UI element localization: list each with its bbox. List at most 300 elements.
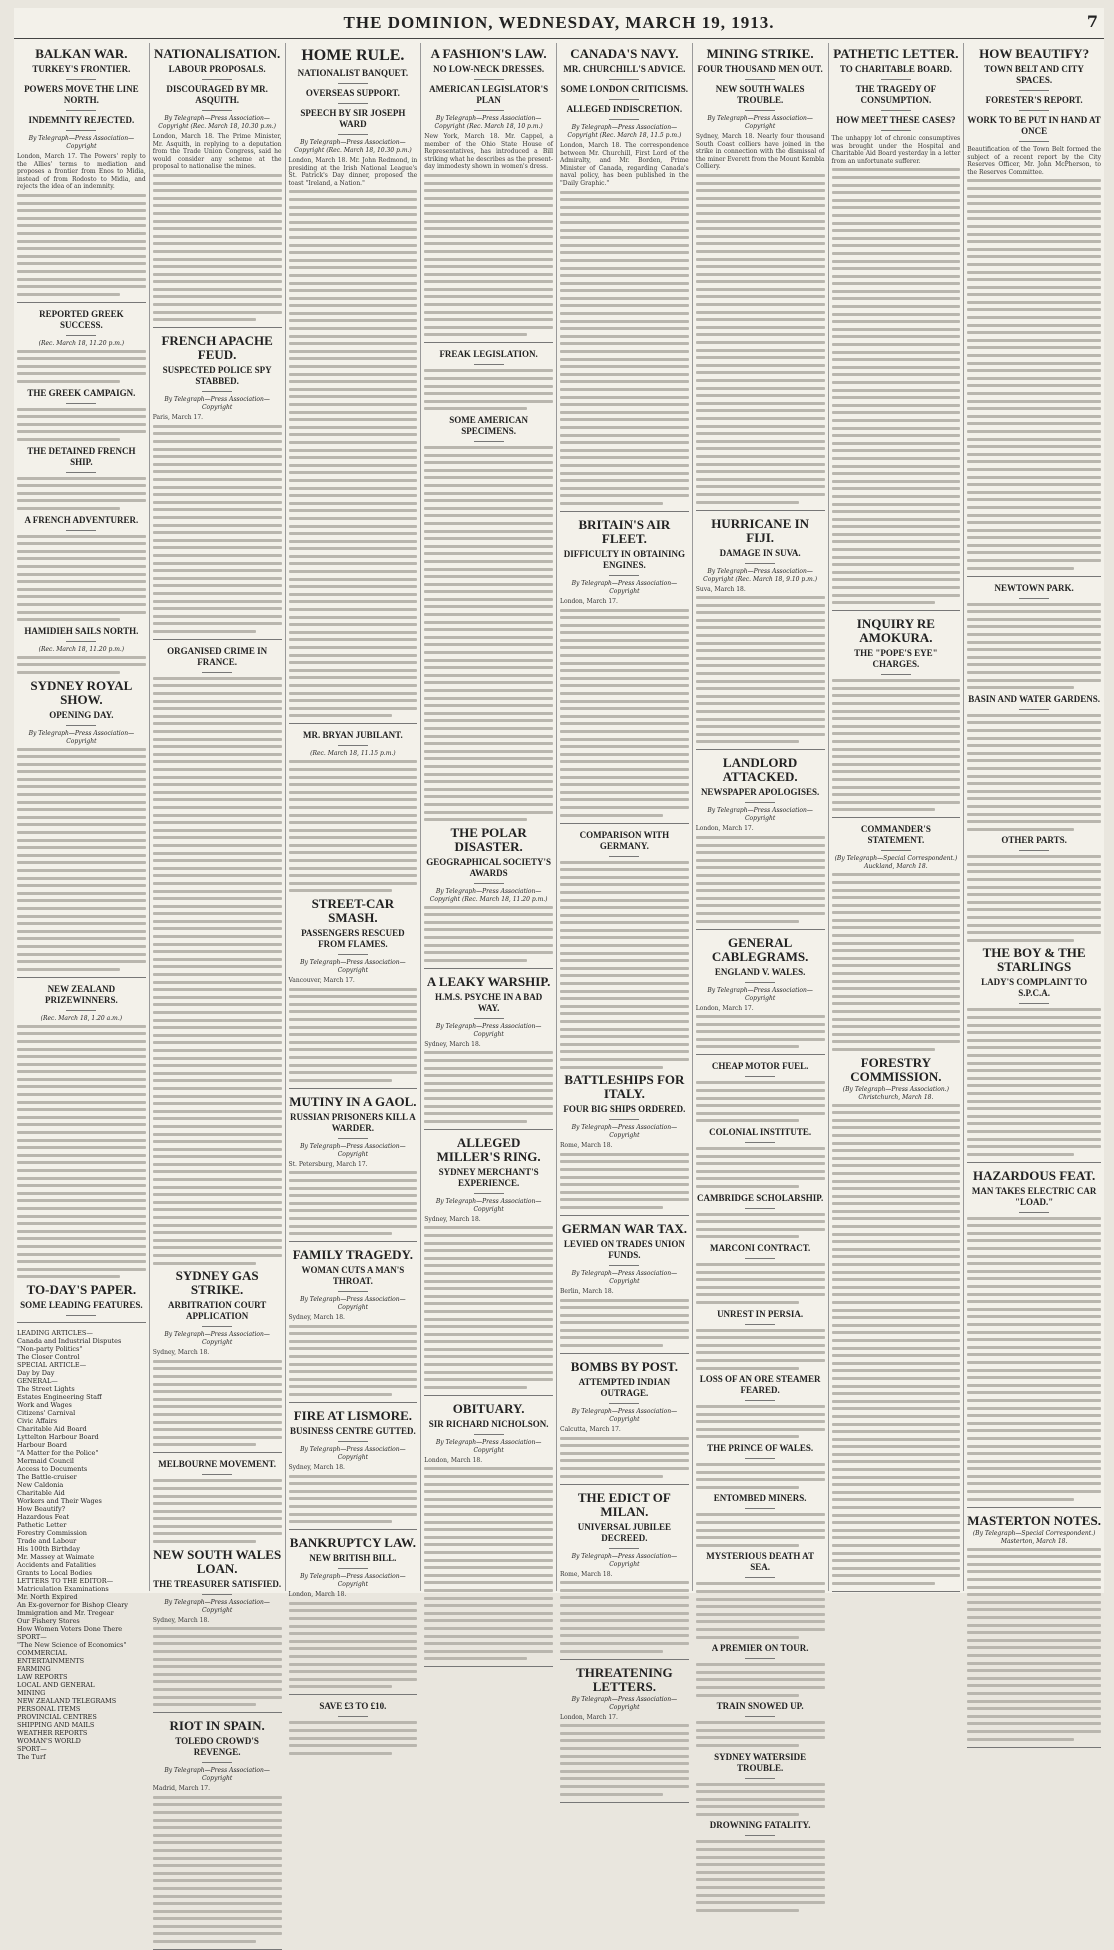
subheadline: MELBOURNE MOVEMENT. bbox=[158, 1459, 277, 1470]
text-line bbox=[696, 1286, 825, 1289]
text-line bbox=[153, 1011, 282, 1014]
index-item bbox=[17, 1545, 146, 1553]
divider bbox=[338, 103, 368, 104]
byline: By Telegraph—Press Association—Copyright bbox=[164, 1767, 270, 1783]
text-line bbox=[967, 1608, 1101, 1611]
subheadline: SOME AMERICAN SPECIMENS. bbox=[449, 415, 528, 436]
text-line bbox=[560, 1314, 689, 1317]
text-line bbox=[424, 476, 553, 479]
text-line bbox=[153, 768, 282, 771]
text-line bbox=[424, 1318, 553, 1321]
text-line bbox=[967, 240, 1101, 243]
text-line bbox=[696, 501, 799, 504]
text-line bbox=[560, 320, 689, 323]
text-line bbox=[832, 1536, 961, 1539]
text-line bbox=[17, 1146, 146, 1149]
text-line bbox=[424, 1498, 553, 1501]
divider bbox=[745, 1508, 775, 1509]
text-line bbox=[153, 692, 282, 695]
text-line bbox=[289, 266, 418, 269]
text-line bbox=[832, 1233, 961, 1236]
text-line bbox=[696, 1628, 825, 1631]
index-item-label: Harbour Board bbox=[17, 1440, 67, 1449]
divider bbox=[745, 802, 775, 803]
text-line bbox=[153, 1383, 282, 1386]
divider bbox=[202, 391, 232, 392]
text-line bbox=[967, 1422, 1101, 1425]
byline: By Telegraph—Press Association—Copyright bbox=[300, 959, 406, 975]
text-line bbox=[289, 335, 418, 338]
text-line bbox=[424, 303, 553, 306]
index-item bbox=[17, 1505, 146, 1513]
text-line bbox=[424, 1226, 553, 1229]
text-line bbox=[967, 759, 1101, 762]
text-line bbox=[424, 773, 553, 776]
text-line bbox=[17, 1161, 146, 1164]
text-line bbox=[696, 1271, 825, 1274]
text-line bbox=[696, 326, 825, 329]
text-line bbox=[289, 494, 418, 497]
text-line bbox=[424, 189, 553, 192]
text-line bbox=[17, 1048, 146, 1051]
text-line bbox=[560, 1634, 689, 1637]
text-line bbox=[424, 1234, 553, 1237]
text-line bbox=[696, 1521, 825, 1524]
text-line bbox=[832, 1010, 961, 1013]
text-line bbox=[153, 1026, 282, 1029]
byline: By Telegraph—Press Association—Copyright bbox=[300, 1142, 406, 1158]
text-line bbox=[289, 776, 418, 779]
text-line bbox=[696, 478, 825, 481]
headline: HURRICANE IN FIJI. bbox=[711, 515, 810, 545]
text-line bbox=[289, 768, 418, 771]
story-separator bbox=[696, 749, 825, 750]
text-line bbox=[832, 335, 961, 338]
text-line bbox=[967, 1475, 1101, 1478]
text-line bbox=[17, 831, 146, 834]
text-line bbox=[560, 1755, 689, 1758]
article-text: Berlin, March 18. bbox=[560, 1287, 614, 1295]
text-line bbox=[424, 906, 553, 909]
text-line bbox=[832, 1400, 961, 1403]
text-line bbox=[696, 1598, 825, 1601]
text-line bbox=[153, 1064, 282, 1067]
text-line bbox=[832, 206, 961, 209]
divider bbox=[474, 1018, 504, 1019]
text-line bbox=[424, 1635, 553, 1638]
text-line bbox=[289, 851, 418, 854]
text-line bbox=[289, 289, 418, 292]
story-separator bbox=[832, 610, 961, 611]
text-line bbox=[153, 622, 282, 625]
text-line bbox=[424, 514, 553, 517]
text-line bbox=[696, 1894, 825, 1897]
text-line bbox=[289, 456, 418, 459]
text-line bbox=[832, 1362, 961, 1365]
text-line bbox=[153, 730, 282, 733]
divider bbox=[881, 79, 911, 80]
text-line bbox=[832, 328, 961, 331]
text-line bbox=[153, 607, 282, 610]
index-item bbox=[17, 1681, 146, 1689]
text-line bbox=[289, 350, 418, 353]
divider bbox=[338, 1441, 368, 1442]
article-text: London, March 18. bbox=[424, 1456, 483, 1464]
text-line bbox=[424, 204, 553, 207]
index-item-label: An Ex-governor for Bishop Cleary bbox=[17, 1600, 128, 1609]
index-item bbox=[17, 1609, 146, 1617]
text-line bbox=[424, 742, 553, 745]
text-line bbox=[424, 220, 553, 223]
text-line bbox=[424, 1074, 553, 1077]
text-line bbox=[289, 327, 418, 330]
byline: By Telegraph—Press Association—Copyright bbox=[300, 1296, 406, 1312]
text-line bbox=[832, 358, 961, 361]
text-line bbox=[696, 1030, 825, 1033]
text-line bbox=[424, 1490, 553, 1493]
text-line bbox=[153, 874, 282, 877]
text-line bbox=[967, 618, 1101, 621]
text-line bbox=[289, 1685, 392, 1688]
text-line bbox=[424, 1302, 553, 1305]
text-line bbox=[17, 1093, 146, 1096]
text-line bbox=[153, 1193, 282, 1196]
index-item-label: PROVINCIAL CENTRES bbox=[17, 1712, 97, 1721]
text-line bbox=[832, 1377, 961, 1380]
text-line bbox=[424, 265, 553, 268]
text-line bbox=[696, 702, 825, 705]
subheadline: ORGANISED CRIME IN FRANCE. bbox=[167, 645, 268, 667]
story-separator bbox=[967, 1507, 1101, 1508]
text-line bbox=[424, 1475, 553, 1478]
byline: By Telegraph—Press Association—Copyright (Rec. March 18, 11.20 p.m.) bbox=[429, 887, 548, 903]
text-line bbox=[560, 1739, 689, 1742]
divider bbox=[66, 1315, 96, 1316]
subheadline: CAMBRIDGE SCHOLARSHIP. bbox=[697, 1192, 824, 1203]
text-line bbox=[289, 988, 418, 991]
byline: By Telegraph—Press Association—Copyright bbox=[300, 1573, 406, 1589]
text-line bbox=[17, 930, 146, 933]
text-line bbox=[967, 430, 1101, 433]
text-line bbox=[967, 686, 1074, 689]
text-line bbox=[967, 331, 1101, 334]
text-line bbox=[696, 1359, 825, 1362]
index-item-label: "The New Science of Economics" bbox=[17, 1640, 127, 1649]
headline: THE BOY & THE STARLINGS bbox=[982, 945, 1086, 975]
headline: FAMILY TRAGEDY. bbox=[292, 1247, 413, 1263]
text-line bbox=[696, 387, 825, 390]
text-line bbox=[967, 737, 1101, 740]
text-line bbox=[696, 859, 825, 862]
text-line bbox=[967, 1384, 1101, 1387]
subheadline: HAMIDIEH SAILS NORTH. bbox=[24, 625, 139, 636]
text-line bbox=[17, 1268, 146, 1271]
text-line bbox=[424, 235, 553, 238]
text-line bbox=[560, 213, 689, 216]
index-item bbox=[17, 1497, 146, 1505]
text-line bbox=[832, 594, 961, 597]
text-line bbox=[696, 485, 825, 488]
text-line bbox=[289, 1202, 418, 1205]
text-line bbox=[289, 1056, 418, 1059]
text-line bbox=[832, 176, 961, 179]
text-line bbox=[153, 1201, 282, 1204]
text-line bbox=[289, 669, 418, 672]
text-line bbox=[832, 1529, 961, 1532]
column-2 bbox=[150, 43, 286, 1793]
text-line bbox=[560, 760, 689, 763]
text-line bbox=[153, 1367, 282, 1370]
text-line bbox=[424, 484, 553, 487]
text-line bbox=[560, 449, 689, 452]
text-line bbox=[424, 575, 553, 578]
text-line bbox=[560, 876, 689, 879]
text-line bbox=[560, 259, 689, 262]
text-line bbox=[289, 426, 418, 429]
text-line bbox=[967, 828, 1074, 831]
text-line bbox=[289, 1520, 392, 1523]
index-item-label: Canada and Industrial Disputes bbox=[17, 1336, 122, 1345]
text-line bbox=[289, 676, 418, 679]
subheadline: NO LOW-NECK DRESSES. bbox=[433, 64, 545, 74]
text-line bbox=[17, 588, 146, 591]
text-line bbox=[696, 1613, 825, 1616]
text-line bbox=[17, 1032, 146, 1035]
text-line bbox=[967, 671, 1101, 674]
text-line bbox=[560, 654, 689, 657]
text-line bbox=[832, 1476, 961, 1479]
text-line bbox=[17, 1085, 146, 1088]
text-line bbox=[832, 1301, 961, 1304]
text-line bbox=[289, 1370, 418, 1373]
text-line bbox=[424, 212, 553, 215]
text-line bbox=[967, 248, 1101, 251]
headline: THE POLAR DISASTER. bbox=[450, 824, 527, 854]
article-text: Beautification of the Town Belt formed the subject of a recent report by the City Reserves Officer, Mr. John McPherson, to the Reserves Committee. bbox=[967, 146, 1101, 176]
text-line bbox=[153, 935, 282, 938]
text-line bbox=[967, 1062, 1101, 1065]
byline: By Telegraph—Press Association—Copyright bbox=[571, 1552, 678, 1568]
text-line bbox=[832, 533, 961, 536]
text-line bbox=[560, 267, 689, 270]
text-line bbox=[424, 1280, 553, 1283]
text-line bbox=[832, 487, 961, 490]
text-line bbox=[832, 404, 961, 407]
text-line bbox=[560, 631, 689, 634]
text-line bbox=[289, 1048, 418, 1051]
text-line bbox=[289, 1490, 418, 1493]
text-line bbox=[424, 242, 553, 245]
column-8 bbox=[964, 43, 1104, 1591]
text-line bbox=[832, 1453, 961, 1456]
text-line bbox=[289, 236, 418, 239]
article-text: London, March 18. bbox=[288, 1591, 347, 1599]
index-item-label: LETTERS TO THE EDITOR— bbox=[17, 1576, 114, 1585]
text-line bbox=[560, 715, 689, 718]
subheadline: DIFFICULTY IN OBTAINING ENGINES. bbox=[563, 548, 685, 570]
text-line bbox=[967, 1255, 1101, 1258]
text-line bbox=[696, 1177, 825, 1180]
text-line bbox=[424, 659, 553, 662]
text-line bbox=[832, 465, 961, 468]
text-line bbox=[17, 611, 146, 614]
text-line bbox=[17, 247, 146, 250]
text-line bbox=[17, 499, 146, 502]
text-line bbox=[560, 891, 689, 894]
text-line bbox=[560, 1160, 689, 1163]
index-item-label: Immigration and Mr. Tregear bbox=[17, 1608, 114, 1617]
text-line bbox=[289, 623, 418, 626]
index-item bbox=[17, 1633, 146, 1641]
text-line bbox=[967, 1662, 1101, 1665]
byline: By Telegraph—Press Association—Copyright bbox=[707, 115, 813, 130]
text-line bbox=[560, 944, 689, 947]
index-item bbox=[17, 1585, 146, 1593]
text-line bbox=[967, 931, 1101, 934]
text-line bbox=[289, 1079, 392, 1082]
index-item-label: Day by Day bbox=[17, 1368, 55, 1377]
text-line bbox=[560, 289, 689, 292]
article-text: Sydney, March 18. bbox=[152, 1349, 210, 1357]
text-line bbox=[832, 373, 961, 376]
subheadline: DROWNING FATALITY. bbox=[709, 1820, 811, 1831]
text-line bbox=[153, 981, 282, 984]
text-line bbox=[153, 250, 282, 253]
index-item-label: Accidents and Fatalities bbox=[17, 1560, 97, 1569]
index-item bbox=[17, 1753, 146, 1761]
divider bbox=[881, 130, 911, 131]
headline: BANKRUPTCY LAW. bbox=[289, 1535, 416, 1551]
text-line bbox=[967, 1122, 1101, 1125]
text-line bbox=[560, 1596, 689, 1599]
text-line bbox=[289, 221, 418, 224]
text-line bbox=[696, 626, 825, 629]
text-line bbox=[832, 396, 961, 399]
masthead bbox=[14, 8, 1104, 39]
subheadline: A PREMIER ON TOUR. bbox=[711, 1643, 809, 1654]
text-line bbox=[832, 786, 961, 789]
byline: (Rec. March 18, 1.20 a.m.) bbox=[40, 1014, 123, 1022]
text-line bbox=[832, 1217, 961, 1220]
index-item bbox=[17, 1665, 146, 1673]
text-line bbox=[153, 539, 282, 542]
text-line bbox=[560, 472, 689, 475]
index-item-label: Charitable Aid bbox=[17, 1488, 65, 1497]
text-line bbox=[967, 1031, 1101, 1034]
article-text: London, March 17. bbox=[560, 597, 618, 605]
headline: MUTINY IN A GAOL. bbox=[289, 1093, 417, 1109]
text-line bbox=[560, 304, 689, 307]
text-line bbox=[560, 906, 689, 909]
text-line bbox=[967, 1145, 1101, 1148]
text-line bbox=[289, 487, 418, 490]
headline: A LEAKY WARSHIP. bbox=[426, 973, 551, 989]
subheadline: OTHER PARTS. bbox=[1001, 835, 1067, 846]
text-line bbox=[967, 1555, 1101, 1558]
divider bbox=[66, 472, 96, 473]
text-line bbox=[832, 510, 961, 513]
text-line bbox=[967, 1429, 1101, 1432]
text-line bbox=[696, 851, 825, 854]
text-line bbox=[696, 303, 825, 306]
text-line bbox=[967, 908, 1101, 911]
divider bbox=[745, 1835, 775, 1836]
text-line bbox=[832, 1423, 961, 1426]
text-line bbox=[289, 357, 418, 360]
text-line bbox=[560, 1299, 689, 1302]
text-line bbox=[560, 1467, 689, 1470]
text-line bbox=[967, 1054, 1101, 1057]
text-line bbox=[832, 972, 961, 975]
text-line bbox=[17, 202, 146, 205]
text-line bbox=[153, 1049, 282, 1052]
text-line bbox=[289, 471, 418, 474]
divider bbox=[745, 563, 775, 564]
text-line bbox=[153, 1803, 282, 1806]
text-line bbox=[696, 463, 825, 466]
text-line bbox=[832, 1347, 961, 1350]
subheadline: H.M.S. PSYCHE IN A BAD WAY. bbox=[434, 991, 543, 1013]
text-line bbox=[153, 1436, 282, 1439]
subheadline: AMERICAN LEGISLATOR'S PLAN bbox=[429, 84, 549, 105]
text-line bbox=[289, 1340, 418, 1343]
text-line bbox=[424, 1378, 553, 1381]
text-line bbox=[832, 725, 961, 728]
text-line bbox=[424, 1112, 553, 1115]
text-line bbox=[424, 499, 553, 502]
text-line bbox=[832, 1582, 935, 1585]
text-line bbox=[560, 1306, 689, 1309]
text-line bbox=[153, 920, 282, 923]
text-line bbox=[153, 852, 282, 855]
text-line bbox=[289, 798, 418, 801]
divider bbox=[609, 1403, 639, 1404]
text-line bbox=[289, 1018, 418, 1021]
article-text: London, March 17. bbox=[560, 1713, 618, 1721]
text-line bbox=[424, 280, 553, 283]
text-line bbox=[424, 1295, 553, 1298]
text-line bbox=[696, 356, 825, 359]
text-line bbox=[696, 1529, 825, 1532]
text-line bbox=[153, 1057, 282, 1060]
subheadline: ENGLAND V. WALES. bbox=[714, 966, 806, 977]
text-line bbox=[289, 608, 418, 611]
text-line bbox=[424, 704, 553, 707]
text-line bbox=[560, 403, 689, 406]
index-item-label: GENERAL— bbox=[17, 1376, 58, 1385]
text-line bbox=[560, 1020, 689, 1023]
text-line bbox=[696, 182, 825, 185]
byline: By Telegraph—Press Association—Copyright (Rec. March 18, 10.30 p.m.) bbox=[293, 139, 412, 154]
text-line bbox=[17, 945, 146, 948]
index-item-label: Our Fishery Stores bbox=[17, 1616, 80, 1625]
divider bbox=[202, 110, 232, 111]
text-line bbox=[17, 293, 120, 296]
text-line bbox=[424, 681, 553, 684]
text-line bbox=[424, 818, 527, 821]
index-item-label: SHIPPING AND MAILS bbox=[17, 1720, 95, 1729]
subheadline: UNIVERSAL JUBILEE DECREED. bbox=[577, 1521, 672, 1543]
text-line bbox=[967, 225, 1101, 228]
text-line bbox=[153, 531, 282, 534]
byline: By Telegraph—Press Association—Copyright (Rec. March 18, 9.10 p.m.) bbox=[703, 567, 818, 583]
text-line bbox=[967, 729, 1101, 732]
text-line bbox=[967, 453, 1101, 456]
text-line bbox=[424, 1536, 553, 1539]
masthead-title: THE DOMINION, WEDNESDAY, MARCH 19, 1913. bbox=[343, 13, 775, 32]
index-item bbox=[17, 1553, 146, 1561]
text-line bbox=[832, 229, 961, 232]
